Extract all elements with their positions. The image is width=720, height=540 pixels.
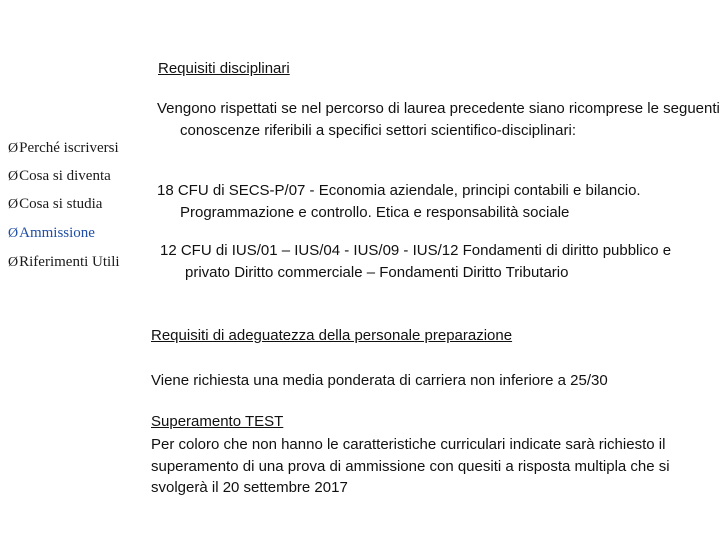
arrow-bullet-icon: Ø — [8, 226, 19, 241]
adeguatezza-heading: Requisiti di adeguatezza della personale preparazione — [151, 327, 513, 344]
page-title: Requisiti disciplinari — [158, 60, 290, 77]
arrow-bullet-icon: Ø — [8, 197, 19, 212]
arrow-bullet-icon: Ø — [8, 141, 19, 156]
nav-item-perche-iscriversi[interactable] — [8, 140, 119, 157]
adeguatezza-text: Viene richiesta una media ponderata di carriera non inferiore a 25/30 — [151, 372, 608, 389]
nav-item-label: Cosa si studia — [19, 196, 103, 212]
intro-paragraph: Vengono rispettati se nel percorso di laurea precedente siano ricomprese le seguenti conoscenze riferibili a specifici settori scientifico-disciplinari: — [157, 100, 720, 139]
test-text: Per coloro che non hanno le caratteristiche curriculari indicate sarà richiesto il superamento di una prova di ammissione con quesiti a risposta multipla che si svolgerà il 20 settembre 2017 — [151, 436, 670, 496]
nav-item-label: Perché iscriversi — [19, 140, 119, 156]
arrow-bullet-icon: Ø — [8, 255, 19, 270]
nav-item-label: Ammissione — [19, 225, 95, 241]
nav-item-label: Riferimenti Utili — [19, 254, 120, 270]
test-heading: Superamento TEST — [151, 413, 284, 430]
nav-item-cosa-si-diventa[interactable] — [8, 168, 111, 185]
requirement-economia: 18 CFU di SECS-P/07 - Economia aziendale, principi contabili e bilancio. Programmazione e controllo. Etica e responsabilità sociale — [157, 182, 641, 221]
nav-item-label: Cosa si diventa — [19, 168, 111, 184]
requirement-diritto: 12 CFU di IUS/01 – IUS/04 - IUS/09 - IUS/12 Fondamenti di diritto pubblico e privato Diritto commerciale – Fondamenti Diritto Tributario — [160, 242, 672, 281]
nav-item-riferimenti-utili[interactable] — [8, 254, 120, 271]
nav-item-cosa-si-studia[interactable] — [8, 196, 102, 213]
nav-item-ammissione[interactable] — [8, 225, 95, 242]
arrow-bullet-icon: Ø — [8, 169, 19, 184]
